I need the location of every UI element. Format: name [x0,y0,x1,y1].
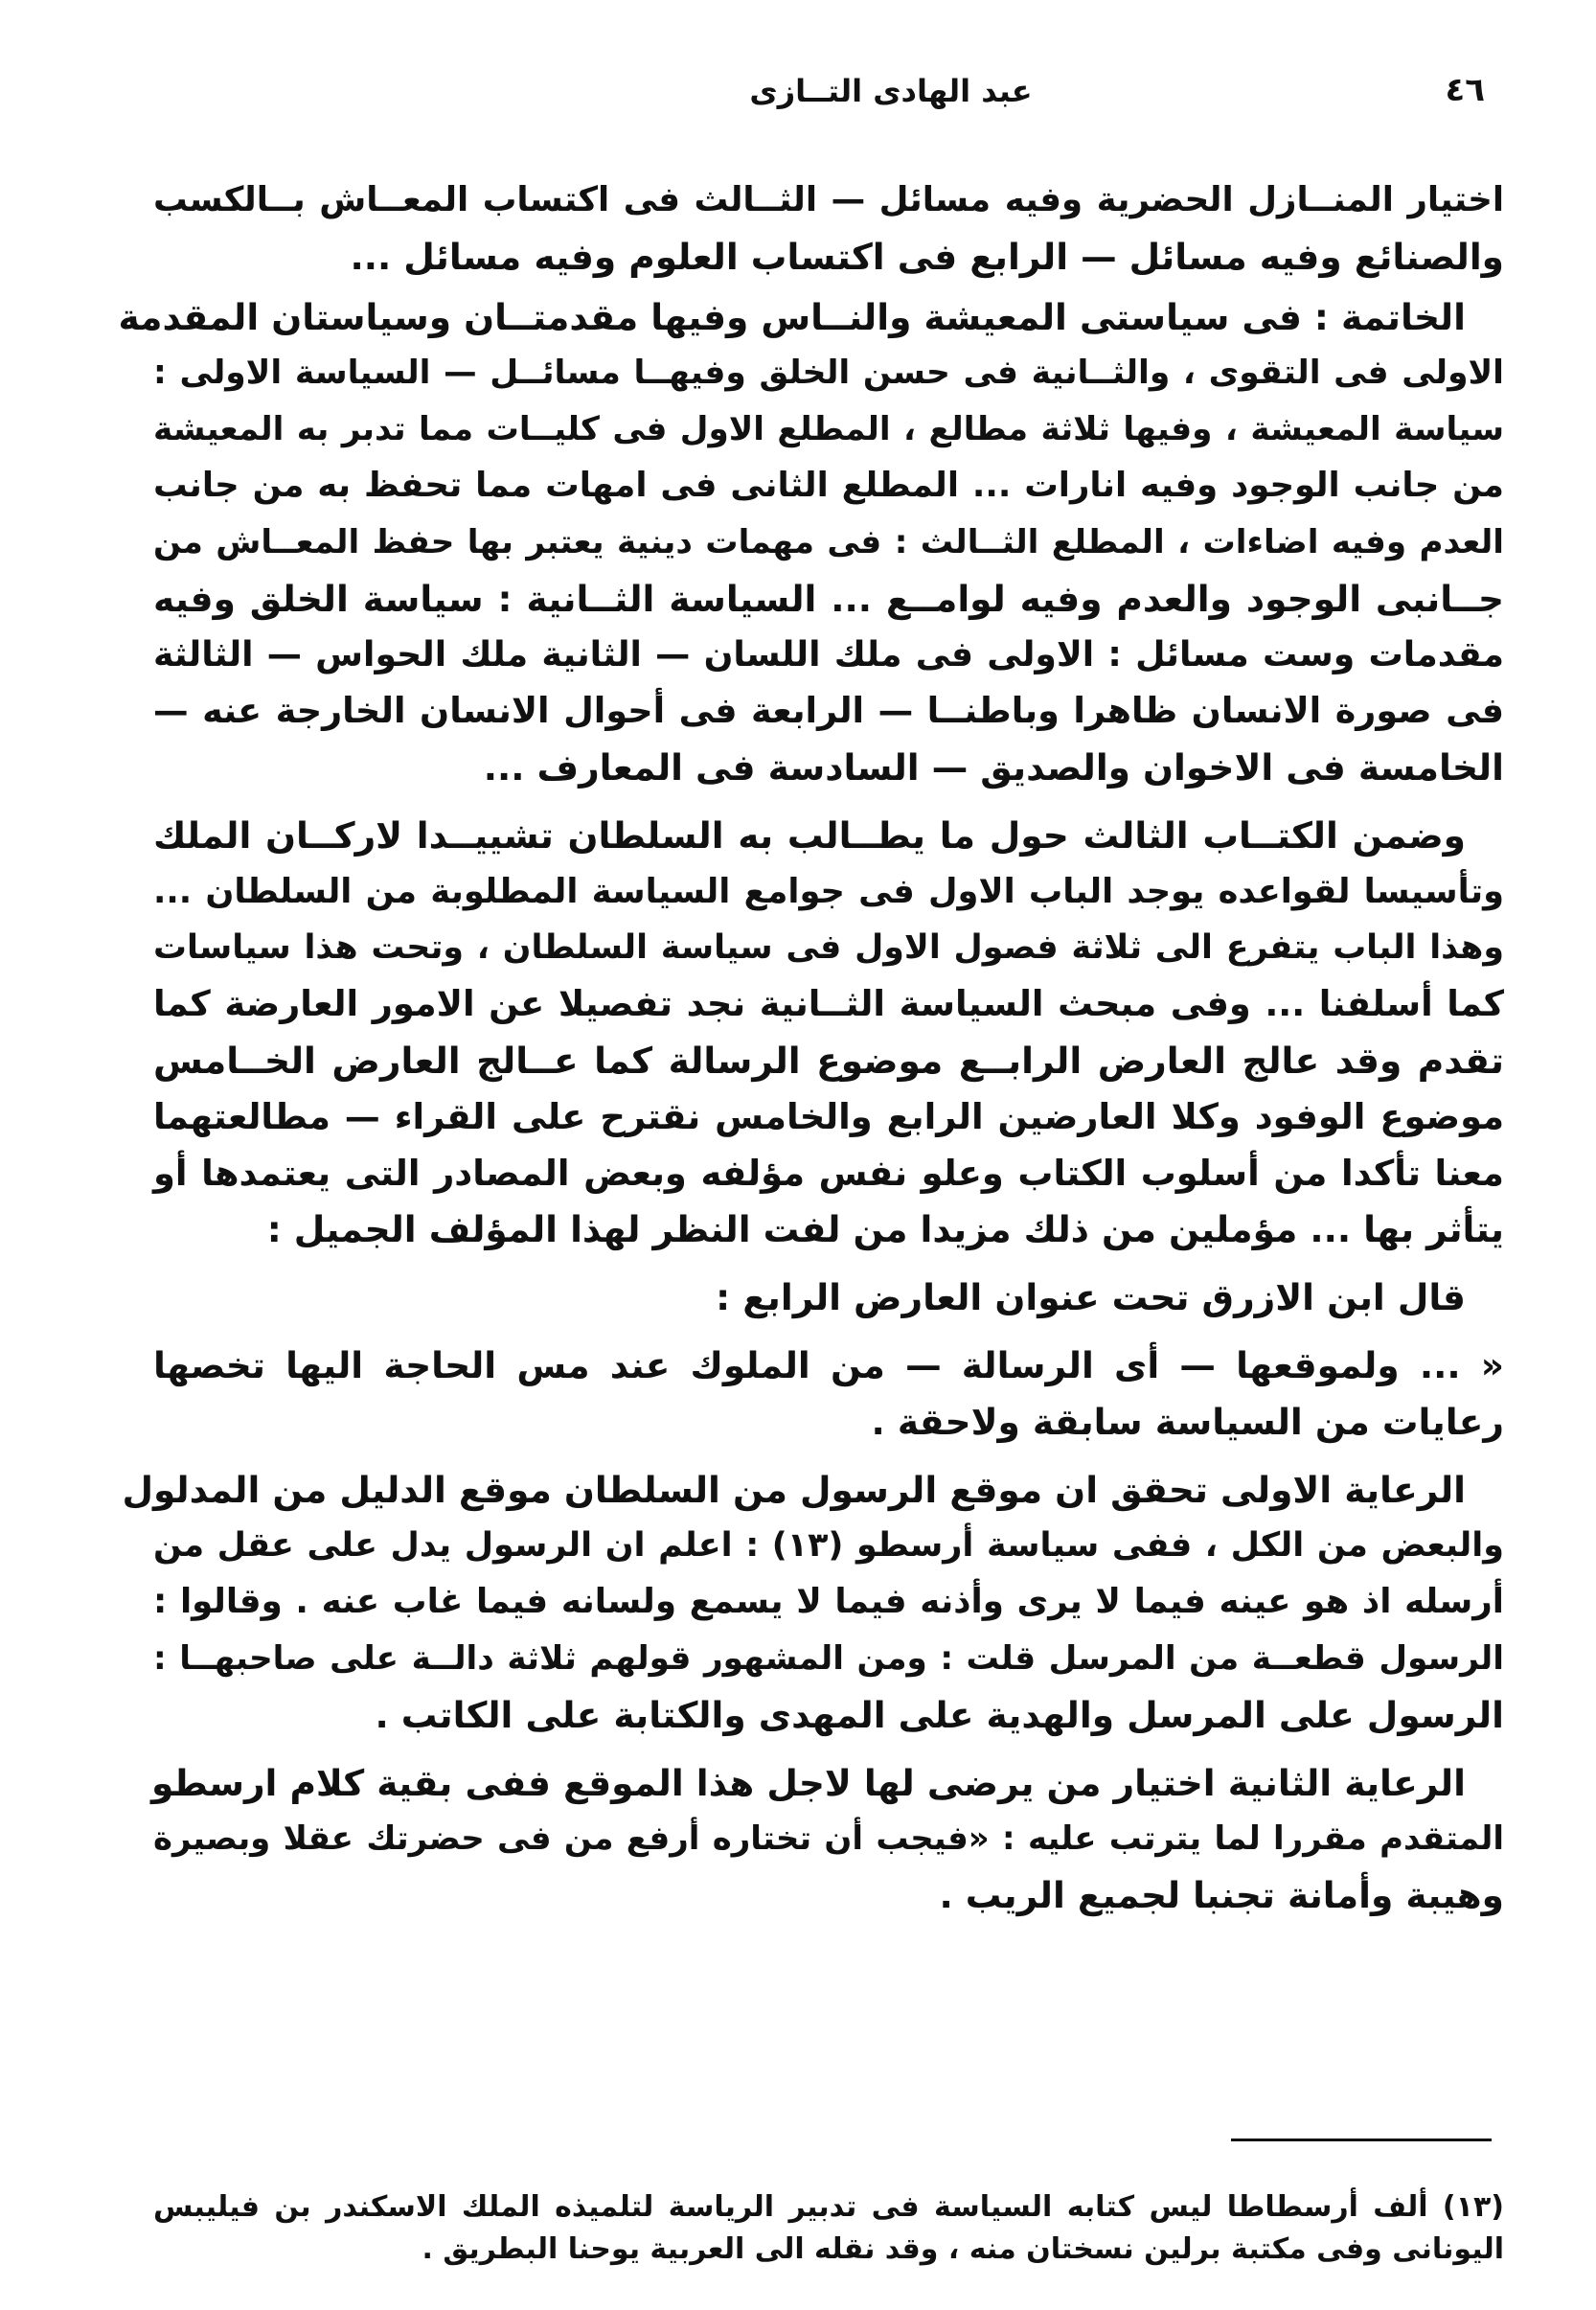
text-line: كما أسلفنا ... وفى مبحث السياسة الثــانية نجد تفصيلا عن الامور العارضة كما [153,983,1504,1025]
footnote-line: اليونانى وفى مكتبة برلين نسختان منه ، وقد نقله الى العربية يوحنا البطريق . [422,2232,1504,2266]
text-line: يتأثر بها ... مؤملين من ذلك مزيدا من لفت النظر لهذا المؤلف الجميل : [266,1208,1504,1251]
paragraph-3 [153,808,1504,1258]
text-line: الرسول على المرسل والهدية على المهدى والكتابة على الكاتب . [375,1693,1504,1736]
text-line: من جانب الوجود وفيه انارات ... المطلع الثانى فى امهات مما تحفظ به من جانب [153,465,1504,505]
text-line: قال ابن الازرق تحت عنوان العارض الرابع : [716,1276,1466,1319]
paragraph-6 [122,1462,1504,1744]
text-line: الخامسة فى الاخوان والصديق — السادسة فى المعارف ... [483,745,1504,789]
text-line: العدم وفيه اضاءات ، المطلع الثــالث : فى مهمات دينية يعتبر بها حفظ المعــاش من [153,522,1504,561]
text-line: الرسول قطعــة من المرسل قلت : ومن المشهور قولهم ثلاثة دالــة على صاحبهــا : [153,1638,1504,1678]
text-line: الخاتمة : فى سياستى المعيشة والنــاس وفيها مقدمتــان وسياستان المقدمة [118,295,1466,338]
paragraph-4 [153,1269,1504,1326]
text-line: سياسة المعيشة ، وفيها ثلاثة مطالع ، المطلع الاول فى كليــات مما تدبر به المعيشة [153,410,1504,449]
text-line: وهذا الباب يتفرع الى ثلاثة فصول الاول فى سياسة السلطان ، وتحت هذا سياسات [153,928,1504,968]
text-line: أرسله اذ هو عينه فيما لا يرى وأذنه فيما لا يسمع ولسانه فيما غاب عنه . وقالوا : [153,1582,1504,1622]
text-line: فى صورة الانسان ظاهرا وباطنــا — الرابعة فى أحوال الانسان الخارجة عنه — [153,690,1504,732]
running-head [153,71,1504,125]
text-line: وضمن الكتــاب الثالث حول ما يطــالب به السلطان تشييــدا لاركــان الملك [153,813,1466,857]
text-line: معنا تأكدا من أسلوب الكتاب وعلو نفس مؤلفه وبعض المصادر التى يعتمدها أو [153,1152,1504,1194]
paragraph-1 [153,172,1504,286]
text-line: « ... ولموقعها — أى الرسالة — من الملوك عند مس الحاجة اليها تخصها [153,1343,1504,1386]
text-line: والبعض من الكل ، ففى سياسة أرسطو (١٣) : اعلم ان الرسول يدل على عقل من [153,1526,1504,1566]
text-line: جــانبى الوجود والعدم وفيه لوامــع ... السياسة الثــانية : سياسة الخلق وفيه [153,577,1504,620]
text-line: والصنائع وفيه مسائل — الرابع فى اكتساب العلوم وفيه مسائل ... [350,235,1504,278]
footnote-line: (١٣) ألف أرسطاطا ليس كتابه السياسة فى تدبير الرياسة لتلميذه الملك الاسكندر بن فيليبس [153,2190,1504,2224]
text-line: اختيار المنــازل الحضرية وفيه مسائل — الثــالث فى اكتساب المعــاش بــالكسب [153,180,1504,219]
page-number: ٤٦ [1445,71,1485,109]
text-line: المتقدم مقررا لما يترتب عليه : «فيجب أن تختاره أرفع من فى حضرتك عقلا وبصيرة [153,1819,1504,1859]
text-line: الرعاية الاولى تحقق ان موقع الرسول من السلطان موقع الدليل من المدلول [122,1468,1466,1511]
header-author: عبد الهادى التــازى [749,73,1033,109]
paragraph-7 [153,1755,1504,1924]
text-line: تقدم وقد عالج العارض الرابــع موضوع الرسالة كما عــالج العارض الخــامس [153,1039,1504,1082]
body-text [118,172,1504,1924]
text-line: رعايات من السياسة سابقة ولاحقة . [871,1400,1504,1443]
text-line: وهيبة وأمانة تجنبا لجميع الريب . [939,1874,1504,1917]
paragraph-5-quote [153,1338,1504,1451]
text-line: مقدمات وست مسائل : الاولى فى ملك اللسان — الثانية ملك الحواس — الثالثة [153,633,1504,675]
footnote-divider [1231,2138,1492,2141]
text-line: وتأسيسا لقواعده يوجد الباب الاول فى جوامع السياسة المطلوبة من السلطان ... [153,871,1504,911]
paragraph-2 [118,289,1504,796]
text-line: الاولى فى التقوى ، والثــانية فى حسن الخلق وفيهــا مسائــل — السياسة الاولى : [153,354,1504,393]
text-line: موضوع الوفود وكلا العارضين الرابع والخامس نقترح على القراء — مطالعتهما [153,1095,1504,1137]
footnote [153,2186,1504,2271]
text-line: الرعاية الثانية اختيار من يرضى لها لاجل هذا الموقع ففى بقية كلام ارسطو [151,1761,1466,1804]
